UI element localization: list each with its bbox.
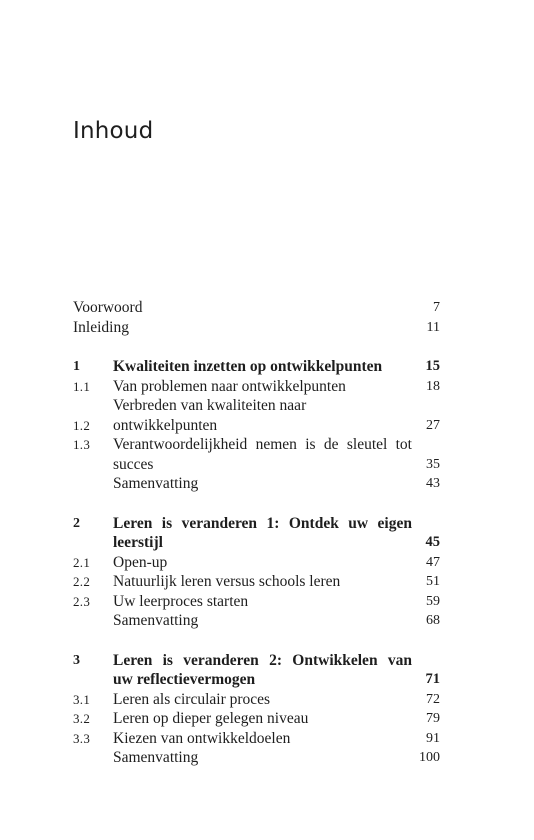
section-number: 3.3 [73, 730, 91, 746]
page-title: Inhoud [73, 118, 154, 144]
section-title: Samenvatting [113, 612, 199, 629]
chapter-title: Kwaliteiten inzetten op ontwikkelpunten [113, 358, 383, 375]
section-number: 1.3 [73, 437, 91, 452]
section-page: 43 [426, 476, 440, 491]
section-title-continued: succes [113, 455, 154, 473]
chapter-title: Leren is veranderen 1: Ontdek uw eigen [113, 514, 412, 532]
toc-entry-voorwoord[interactable] [73, 298, 440, 318]
toc-section-1-1[interactable] [73, 377, 440, 397]
table-of-contents [73, 298, 440, 768]
toc-chapter-2-cont[interactable] [73, 533, 440, 553]
toc-entry-label: Inleiding [73, 318, 129, 336]
toc-section-1-3-cont[interactable] [73, 455, 440, 475]
section-title: Samenvatting [113, 475, 199, 492]
chapter-page: 45 [425, 534, 440, 550]
toc-section-2-1[interactable] [73, 553, 440, 573]
section-number: 3.1 [73, 691, 91, 707]
toc-section-3-3[interactable] [73, 729, 440, 749]
chapter-title: Leren is veranderen 2: Ontwikkelen van [113, 651, 412, 669]
toc-entry-inleiding[interactable] [73, 318, 440, 338]
toc-chapter-3[interactable] [73, 651, 440, 671]
section-number: 3.2 [73, 711, 91, 726]
section-page: 91 [426, 730, 440, 746]
section-page: 72 [426, 691, 440, 707]
section-title: Open-up [113, 553, 168, 571]
section-page: 35 [426, 456, 440, 472]
section-page: 59 [426, 593, 440, 609]
section-title: Van problemen naar ontwikkelpunten [113, 377, 346, 395]
toc-section-2-2[interactable] [73, 572, 440, 592]
section-page: 47 [426, 554, 440, 570]
spacer [73, 337, 440, 357]
section-title: Samenvatting [113, 749, 199, 766]
chapter-number: 3 [73, 652, 81, 668]
section-page: 68 [426, 613, 440, 628]
section-page: 79 [426, 711, 440, 726]
toc-chapter-1[interactable] [73, 357, 440, 377]
toc-chapter-3-cont[interactable] [73, 670, 440, 690]
toc-section-2-summary[interactable] [73, 611, 440, 631]
toc-entry-page: 7 [433, 300, 440, 315]
chapter-title-continued: uw reflectievermogen [113, 671, 256, 688]
section-number: 1.1 [73, 378, 91, 394]
toc-chapter-2[interactable] [73, 514, 440, 534]
chapter-number: 2 [73, 515, 81, 531]
toc-section-1-2[interactable] [73, 396, 440, 435]
section-page: 100 [419, 750, 440, 765]
toc-section-3-2[interactable] [73, 709, 440, 729]
toc-section-1-summary[interactable] [73, 474, 440, 494]
section-title: Uw leerproces starten [113, 592, 249, 610]
toc-section-1-3[interactable] [73, 435, 440, 455]
toc-entry-page: 11 [426, 319, 440, 335]
section-number: 1.2 [73, 417, 91, 433]
section-page: 18 [426, 378, 440, 394]
toc-section-3-1[interactable] [73, 690, 440, 710]
section-title: Natuurlijk leren versus schools leren [113, 573, 341, 590]
chapter-page: 15 [425, 358, 440, 374]
section-title: Verantwoordelijkheid nemen is de sleutel tot [113, 436, 412, 453]
section-title: Verbreden van kwaliteiten naar ontwikkelpunten [113, 397, 307, 434]
section-number: 2.1 [73, 554, 91, 570]
section-page: 27 [426, 417, 440, 433]
spacer [73, 494, 440, 514]
section-title: Leren als circulair proces [113, 690, 271, 708]
spacer [73, 631, 440, 651]
chapter-title-continued: leerstijl [113, 534, 163, 551]
toc-section-2-3[interactable] [73, 592, 440, 612]
section-title: Kiezen van ontwikkeldoelen [113, 729, 291, 747]
section-title: Leren op dieper gelegen niveau [113, 710, 309, 727]
chapter-page: 71 [425, 671, 440, 687]
toc-entry-label: Voorwoord [73, 299, 143, 316]
section-page: 51 [426, 574, 440, 589]
toc-section-3-summary[interactable] [73, 748, 440, 768]
chapter-number: 1 [73, 359, 81, 374]
section-number: 2.3 [73, 593, 91, 609]
section-number: 2.2 [73, 574, 91, 589]
